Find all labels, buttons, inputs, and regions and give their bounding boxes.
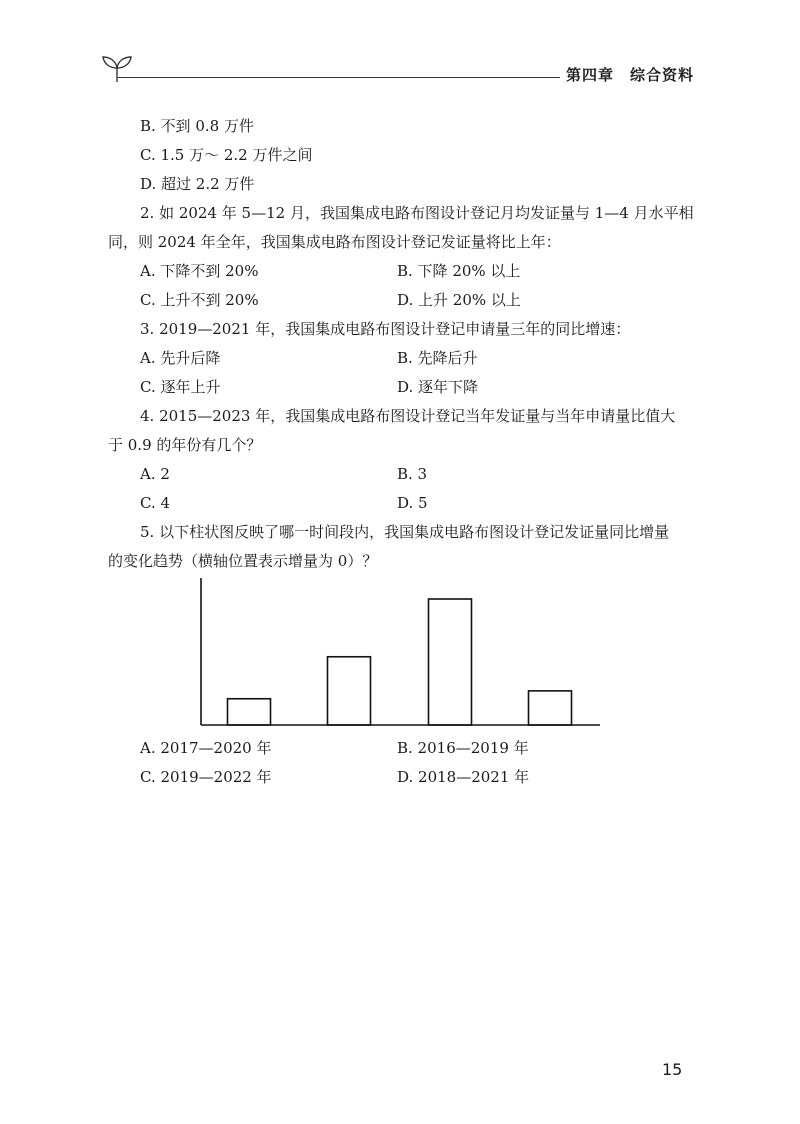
q3-option-a: A. 先升后降: [140, 349, 221, 367]
chart-bars: [228, 599, 572, 725]
q3-option-d: D. 逐年下降: [397, 378, 479, 396]
chart-bar-3: [429, 599, 472, 725]
q5-option-a: A. 2017—2020 年: [140, 739, 272, 757]
page-number: 15: [662, 1060, 683, 1079]
q5-option-c: C. 2019—2022 年: [140, 768, 272, 786]
q1-option-b: B. 不到 0.8 万件: [140, 117, 254, 135]
chart-bar-4: [529, 691, 572, 725]
q5-option-b: B. 2016—2019 年: [397, 739, 529, 757]
q2-option-d: D. 上升 20% 以上: [397, 291, 521, 309]
q3-option-c: C. 逐年上升: [140, 378, 221, 396]
q1-option-c: C. 1.5 万～ 2.2 万件之间: [140, 146, 313, 164]
q3-stem: 3. 2019—2021 年，我国集成电路布图设计登记申请量三年的同比增速：: [140, 320, 631, 338]
q4-option-c: C. 4: [140, 494, 171, 512]
q5-stem-line2: 的变化趋势（横轴位置表示增量为 0）？: [108, 552, 378, 570]
q4-option-d: D. 5: [397, 494, 428, 512]
q2-option-c: C. 上升不到 20%: [140, 291, 259, 309]
page-header: [0, 0, 800, 100]
q5-stem-line1: 5. 以下柱状图反映了哪一时间段内，我国集成电路布图设计登记发证量同比增量: [140, 523, 670, 541]
q2-option-a: A. 下降不到 20%: [140, 262, 259, 280]
q3-option-b: B. 先降后升: [397, 349, 478, 367]
q2-stem-line2: 同，则 2024 年全年，我国集成电路布图设计登记发证量将比上年：: [108, 233, 561, 251]
q4-option-a: A. 2: [140, 465, 170, 483]
q4-stem-line2: 于 0.9 的年份有几个？: [108, 436, 262, 454]
header-rule: [118, 77, 560, 78]
chart-bar-1: [228, 699, 271, 725]
q4-option-b: B. 3: [397, 465, 428, 483]
q1-option-d: D. 超过 2.2 万件: [140, 175, 255, 193]
q2-stem-line1: 2. 如 2024 年 5—12 月，我国集成电路布图设计登记月均发证量与 1—4 月水平相: [140, 204, 694, 222]
chart-bar-2: [328, 657, 371, 725]
chapter-number: 第四章: [566, 66, 615, 84]
q4-stem-line1: 4. 2015—2023 年，我国集成电路布图设计登记当年发证量与当年申请量比值大: [140, 407, 676, 425]
sprout-icon: [100, 52, 134, 84]
chapter-title: 综合资料: [630, 66, 695, 84]
q2-option-b: B. 下降 20% 以上: [397, 262, 521, 280]
bar-chart: [190, 572, 610, 732]
chapter-heading: [566, 64, 694, 85]
q5-option-d: D. 2018—2021 年: [397, 768, 530, 786]
